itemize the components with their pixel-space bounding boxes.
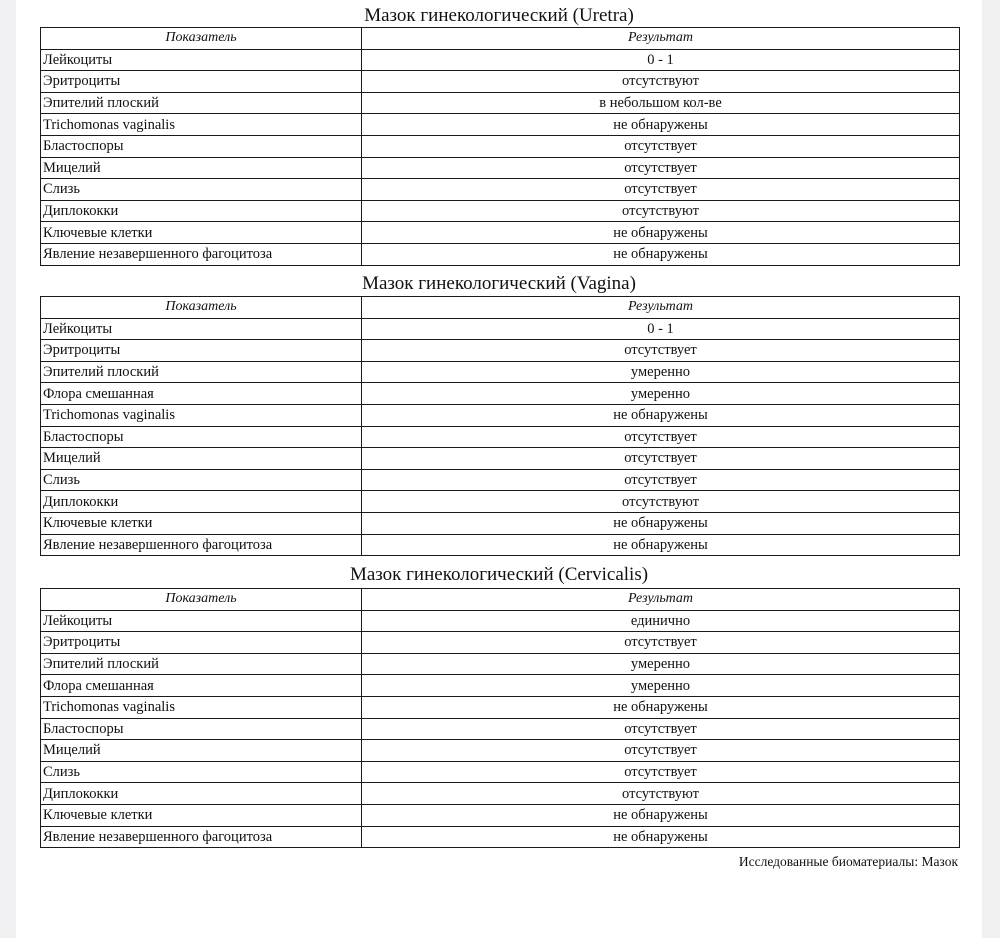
param-name: Эритроциты — [41, 340, 362, 362]
param-name: Trichomonas vaginalis — [41, 404, 362, 426]
table-row — [41, 534, 960, 556]
param-result: умеренно — [362, 675, 960, 697]
table-row — [41, 361, 960, 383]
param-result: 0 - 1 — [362, 318, 960, 340]
table-row — [41, 135, 960, 157]
param-result: отсутствуют — [362, 783, 960, 805]
param-name: Слизь — [41, 179, 362, 201]
param-name: Слизь — [41, 761, 362, 783]
table-row — [41, 383, 960, 405]
param-name: Бластоспоры — [41, 718, 362, 740]
param-name: Лейкоциты — [41, 610, 362, 632]
table-row — [41, 404, 960, 426]
column-header-param: Показатель — [41, 589, 362, 611]
param-result: не обнаружены — [362, 512, 960, 534]
param-name: Диплококки — [41, 783, 362, 805]
param-result: отсутствуют — [362, 200, 960, 222]
param-result: отсутствует — [362, 632, 960, 654]
table-row — [41, 632, 960, 654]
param-name: Диплококки — [41, 491, 362, 513]
column-header-result: Результат — [362, 589, 960, 611]
param-result: не обнаружены — [362, 696, 960, 718]
table-row — [41, 718, 960, 740]
param-result: в небольшом кол-ве — [362, 92, 960, 114]
param-result: умеренно — [362, 383, 960, 405]
column-header-param: Показатель — [41, 28, 362, 50]
results-table-cervicalis — [40, 588, 960, 848]
table-row — [41, 200, 960, 222]
param-result: отсутствует — [362, 157, 960, 179]
param-result: отсутствует — [362, 740, 960, 762]
column-header-param: Показатель — [41, 297, 362, 319]
param-result: отсутствует — [362, 426, 960, 448]
param-name: Ключевые клетки — [41, 222, 362, 244]
param-name: Диплококки — [41, 200, 362, 222]
param-result: умеренно — [362, 653, 960, 675]
table-row — [41, 675, 960, 697]
table-row — [41, 491, 960, 513]
param-name: Явление незавершенного фагоцитоза — [41, 534, 362, 556]
table-row — [41, 426, 960, 448]
param-name: Ключевые клетки — [41, 804, 362, 826]
table-row — [41, 157, 960, 179]
table-row — [41, 653, 960, 675]
param-result: отсутствуют — [362, 71, 960, 93]
table-row — [41, 761, 960, 783]
param-result: 0 - 1 — [362, 49, 960, 71]
param-name: Мицелий — [41, 157, 362, 179]
param-result: не обнаружены — [362, 804, 960, 826]
param-name: Лейкоциты — [41, 318, 362, 340]
table-row — [41, 804, 960, 826]
table-row — [41, 696, 960, 718]
param-result: отсутствует — [362, 718, 960, 740]
param-name: Мицелий — [41, 448, 362, 470]
table-row — [41, 49, 960, 71]
section-title-uretra: Мазок гинекологический (Uretra) — [364, 5, 634, 26]
table-row — [41, 826, 960, 848]
param-result: не обнаружены — [362, 243, 960, 265]
param-name: Эритроциты — [41, 71, 362, 93]
table-row — [41, 179, 960, 201]
param-name: Бластоспоры — [41, 135, 362, 157]
param-result: отсутствует — [362, 761, 960, 783]
param-name: Флора смешанная — [41, 383, 362, 405]
table-row — [41, 92, 960, 114]
results-table-vagina — [40, 296, 960, 556]
table-row — [41, 114, 960, 136]
param-name: Эпителий плоский — [41, 653, 362, 675]
column-header-result: Результат — [362, 28, 960, 50]
biomaterial-footer: Исследованные биоматериалы: Мазок — [738, 854, 958, 869]
report-sheet — [16, 0, 982, 938]
param-result: отсутствует — [362, 469, 960, 491]
table-row — [41, 512, 960, 534]
table-header-row — [41, 589, 960, 611]
table-row — [41, 222, 960, 244]
results-table-uretra — [40, 27, 960, 266]
param-name: Явление незавершенного фагоцитоза — [41, 243, 362, 265]
param-result: не обнаружены — [362, 826, 960, 848]
param-result: отсутствует — [362, 135, 960, 157]
table-row — [41, 783, 960, 805]
param-name: Эпителий плоский — [41, 92, 362, 114]
param-result: не обнаружены — [362, 222, 960, 244]
column-header-result: Результат — [362, 297, 960, 319]
table-row — [41, 318, 960, 340]
table-row — [41, 448, 960, 470]
param-result: не обнаружены — [362, 404, 960, 426]
table-row — [41, 243, 960, 265]
param-name: Мицелий — [41, 740, 362, 762]
param-name: Флора смешанная — [41, 675, 362, 697]
param-name: Слизь — [41, 469, 362, 491]
section-title-vagina: Мазок гинекологический (Vagina) — [362, 273, 636, 294]
param-name: Лейкоциты — [41, 49, 362, 71]
param-result: умеренно — [362, 361, 960, 383]
param-name: Ключевые клетки — [41, 512, 362, 534]
param-result: отсутствуют — [362, 491, 960, 513]
param-result: отсутствует — [362, 179, 960, 201]
param-name: Trichomonas vaginalis — [41, 114, 362, 136]
param-name: Trichomonas vaginalis — [41, 696, 362, 718]
table-header-row — [41, 297, 960, 319]
param-result: отсутствует — [362, 340, 960, 362]
param-name: Бластоспоры — [41, 426, 362, 448]
table-header-row — [41, 28, 960, 50]
param-result: не обнаружены — [362, 534, 960, 556]
table-row — [41, 340, 960, 362]
param-name: Явление незавершенного фагоцитоза — [41, 826, 362, 848]
param-name: Эритроциты — [41, 632, 362, 654]
table-row — [41, 469, 960, 491]
table-row — [41, 71, 960, 93]
param-result: отсутствует — [362, 448, 960, 470]
table-row — [41, 740, 960, 762]
section-title-cervicalis: Мазок гинекологический (Cervicalis) — [349, 564, 649, 585]
param-result: не обнаружены — [362, 114, 960, 136]
param-name: Эпителий плоский — [41, 361, 362, 383]
param-result: единично — [362, 610, 960, 632]
table-row — [41, 610, 960, 632]
